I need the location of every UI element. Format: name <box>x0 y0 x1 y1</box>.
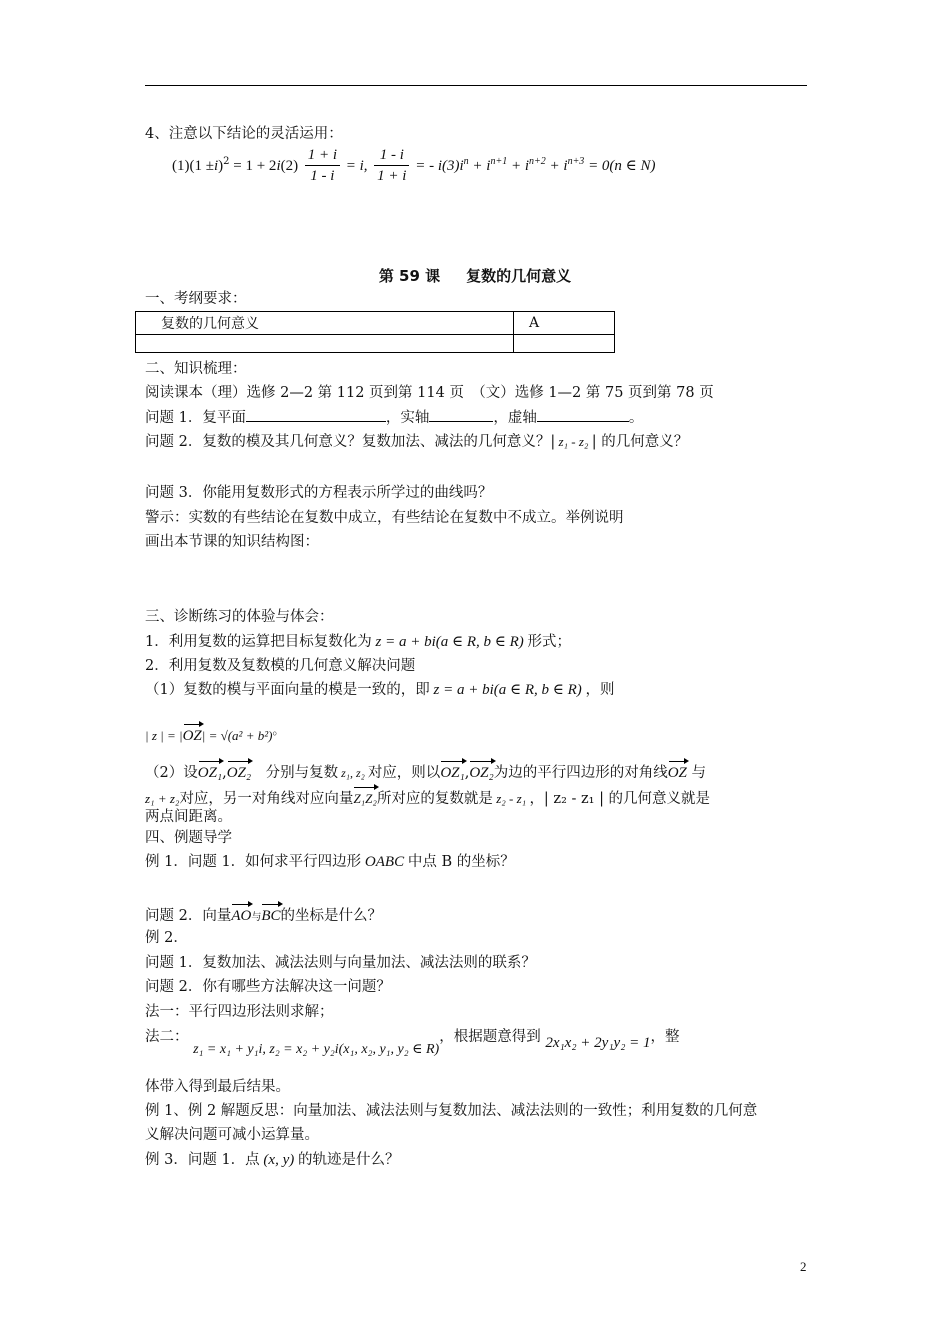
formula-part: ) <box>218 157 224 174</box>
requirements-heading: 一、考纲要求： <box>145 291 247 307</box>
question-text: 。 <box>628 410 644 426</box>
formula-part: + i <box>507 157 530 174</box>
table-cell-level: A <box>514 312 615 335</box>
fraction-numerator: 1 + i <box>305 145 340 166</box>
page-number: 2 <box>800 1259 807 1274</box>
lesson-title <box>0 265 950 286</box>
diagnosis-item-2-1 <box>145 680 615 700</box>
formula-part: = 0(n ∈ N) <box>584 157 656 174</box>
vector-z1z2: Z₁Z₂ <box>353 786 377 809</box>
reflection-line-1: 例 1、例 2 解题反思：向量加法、减法法则与复数加法、减法法则的一致性；利用复数的几何意 <box>145 1103 758 1119</box>
table-row <box>136 335 615 353</box>
formula-part: (1)(1 ± <box>172 157 214 174</box>
item-text: 。 <box>272 723 285 737</box>
method-1: 法一：平行四边形法则求解； <box>145 1004 334 1020</box>
item-text: 1．利用复数的运算把目标复数化为 <box>145 634 372 650</box>
diagnosis-item-2: 2．利用复数及复数模的几何意义解决问题 <box>145 658 416 674</box>
item-text: 形式； <box>527 634 572 650</box>
requirements-table <box>135 311 615 353</box>
diagnosis-item-2-2-end: 两点间距离。 <box>145 809 232 825</box>
examples-heading: 四、例题导学 <box>145 830 232 846</box>
diagnosis-item-2-2-cont <box>145 786 710 809</box>
formula-part: = i, <box>342 157 368 174</box>
vector-bc: BC <box>261 903 280 926</box>
reading-assignment: 阅读课本（理）选修 2—2 第 112 页到第 114 页 （文）选修 1—2 第 75 页到第 78 页 <box>145 385 714 401</box>
answer-blank[interactable] <box>537 407 629 422</box>
item-text: ，则 <box>585 682 615 698</box>
item-math: z = a + bi(a ∈ R, b ∈ R) <box>429 682 586 698</box>
item-text: 中点 B 的坐标？ <box>407 854 515 870</box>
answer-blank[interactable] <box>246 407 386 422</box>
item-math: (x, y) <box>259 1152 298 1168</box>
vector-oz1: OZ₁ <box>440 760 464 783</box>
item-text: 例 3．问题 1．点 <box>145 1152 260 1168</box>
item-text: 法二： <box>145 1029 189 1045</box>
diagnosis-item-2-2 <box>145 760 706 783</box>
fraction-numerator: 1 - i <box>374 145 409 166</box>
formula-part: + i <box>468 157 491 174</box>
item-text: 所对应的复数就是 <box>376 791 493 807</box>
example-2-q2: 问题 2．你有哪些方法解决这一问题？ <box>145 979 391 995</box>
warning-text: 警示：实数的有些结论在复数中成立，有些结论在复数中不成立。举例说明 <box>145 510 624 526</box>
table-cell-item <box>136 335 514 353</box>
formula-part: (2) <box>280 157 299 174</box>
fraction-denominator: 1 + i <box>377 168 407 185</box>
item-text: ，根据题意得到 <box>439 1029 541 1045</box>
vector-oz1: OZ₁ <box>198 760 222 783</box>
example-2-q1: 问题 1．复数加法、减法法则与向量加法、减法法则的联系？ <box>145 955 536 971</box>
formula-sup: n+1 <box>490 156 508 167</box>
item-text: 例 1．问题 1．如何求平行四边形 <box>145 854 362 870</box>
item-math: | = √(a² + b²) <box>201 727 273 743</box>
fraction-2 <box>374 145 409 186</box>
item-text: 为边的平行四边形的对角线 <box>493 765 668 781</box>
question-text: 问题 2．复数的模及其几何意义？复数加法、减法的几何意义？| <box>145 434 556 450</box>
question-math: z₁ - z₂ <box>555 434 592 449</box>
item-text: 的轨迹是什么？ <box>297 1152 400 1168</box>
example-3-q1 <box>145 1150 399 1170</box>
formula-part: = 1 + 2 <box>229 157 277 174</box>
formula-sup: 2 <box>223 156 230 167</box>
fraction-1 <box>305 145 340 186</box>
item-text: 问题 2．向量 <box>145 908 232 924</box>
modulus-formula <box>145 720 285 746</box>
vector-oz: OZ <box>183 723 202 746</box>
formula-sup: n+2 <box>529 156 546 167</box>
vector-ao: AO <box>231 903 251 926</box>
question-1 <box>145 407 643 428</box>
formula-part: i <box>276 157 281 174</box>
knowledge-heading: 二、知识梳理： <box>145 361 247 377</box>
item-text: 分别与复数 <box>251 765 339 781</box>
item-text: ，整 <box>650 1029 680 1045</box>
section4-heading: 4、注意以下结论的灵活运用： <box>145 126 343 142</box>
example-1-q2 <box>145 903 382 928</box>
item-math: z = a + bi(a ∈ R, b ∈ R) <box>371 634 528 650</box>
item-math: 2x₁x₂ + 2y₁y₂ = 1 <box>545 1035 651 1051</box>
vector-oz: OZ <box>668 760 687 783</box>
item-text: 对应，另一对角线对应向量 <box>179 791 354 807</box>
question-text: | 的几何意义？ <box>591 434 689 450</box>
question-3: 问题 3．你能用复数形式的方程表示所学过的曲线吗？ <box>145 485 493 501</box>
fraction-denominator: 1 - i <box>310 168 335 185</box>
formula-sup: n <box>463 156 469 167</box>
formula-part: + i <box>545 157 568 174</box>
example-2: 例 2． <box>145 930 188 946</box>
vector-oz2: OZ₂ <box>469 760 493 783</box>
item-text: 对应，则以 <box>367 765 441 781</box>
table-cell-item: 复数的几何意义 <box>136 312 514 335</box>
item-text: （1）复数的模与平面向量的模是一致的，即 <box>145 682 430 698</box>
formula-sup: n+3 <box>567 156 585 167</box>
item-text: 与 <box>686 765 706 781</box>
item-math: z₁, z₂ <box>338 766 368 780</box>
formula-part: = - i(3)i <box>411 157 464 174</box>
item-text: , <box>464 765 470 781</box>
lesson-number: 第 59 课 <box>378 267 441 285</box>
item-text: 与 <box>251 912 262 923</box>
vector-oz2: OZ₂ <box>227 760 251 783</box>
method-2 <box>145 1027 680 1057</box>
item-text: ，| z₂ - z₁ | 的几何意义就是 <box>529 791 711 807</box>
diagnosis-heading: 三、诊断练习的体验与体会： <box>145 609 334 625</box>
item-text: , <box>222 765 227 781</box>
item-math: OABC <box>361 854 408 870</box>
question-text: 问题 1．复平面 <box>145 410 246 426</box>
answer-blank[interactable] <box>429 407 493 422</box>
draw-instruction: 画出本节课的知识结构图： <box>145 534 319 550</box>
formula-part: i <box>213 157 219 174</box>
item-math: z₂ - z₁ <box>492 791 530 806</box>
lesson-topic: 复数的几何意义 <box>466 267 572 285</box>
header-rule <box>145 85 807 86</box>
method-2-cont: 体带入得到最后结果。 <box>145 1079 290 1095</box>
item-math: | z | = | <box>145 727 183 743</box>
item-math: z₁ + z₂ <box>145 791 180 806</box>
item-text: 的坐标是什么？ <box>280 908 383 924</box>
item-text: （2）设 <box>145 765 198 781</box>
example-1-q1 <box>145 852 515 872</box>
table-cell-level <box>514 335 615 353</box>
question-text: ，实轴 <box>385 410 430 426</box>
reflection-line-2: 义解决问题可减小运算量。 <box>145 1127 319 1143</box>
question-2 <box>145 432 688 452</box>
table-row <box>136 312 615 335</box>
question-text: ，虚轴 <box>493 410 537 426</box>
section4-formula <box>172 140 656 184</box>
item-math: z₁ = x₁ + y₁i, z₂ = x₂ + y₂i(x₁, x₂, y₁, y₂ ∈ R) <box>193 1042 440 1057</box>
diagnosis-item-1 <box>145 632 571 652</box>
